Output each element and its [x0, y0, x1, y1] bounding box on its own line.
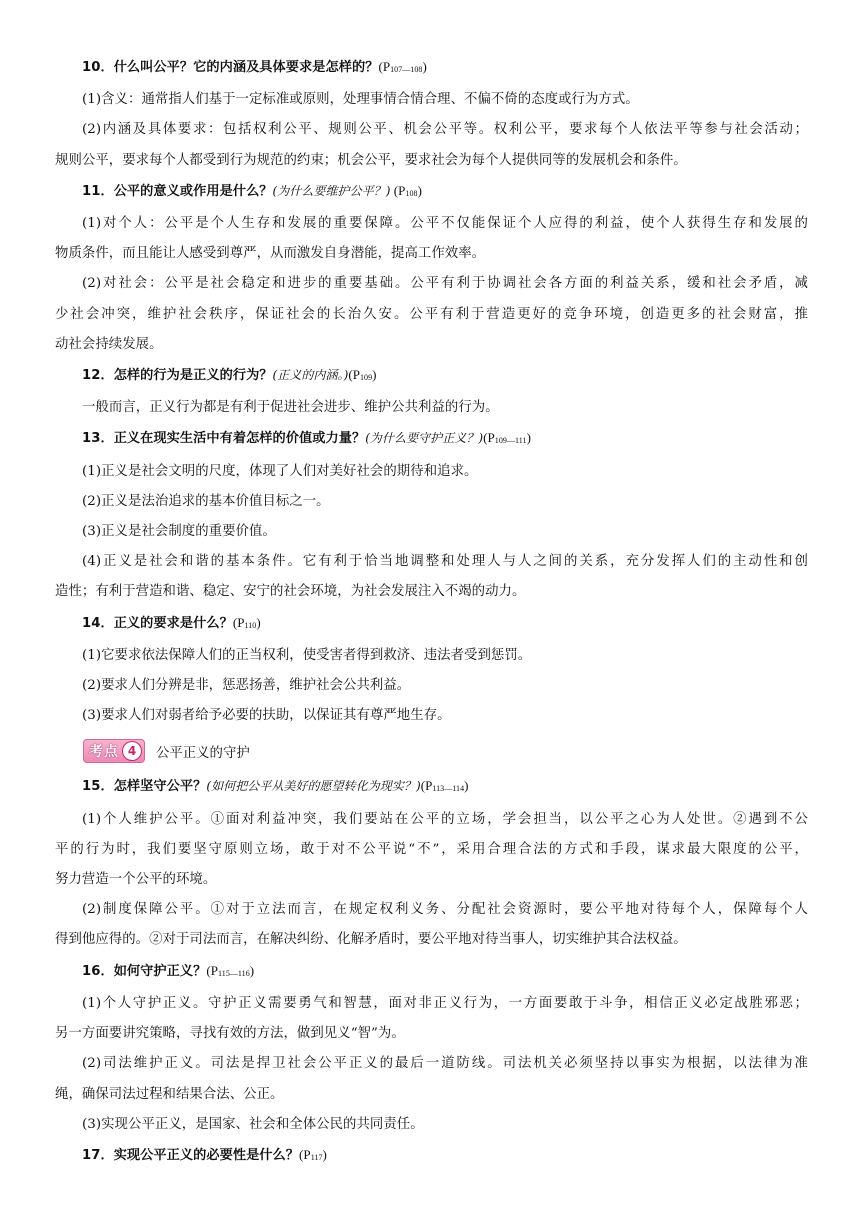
answer-11-1: (1)对个人：公平是个人生存和发展的重要保障。公平不仅能保证个人应得的利益，使个人获得生存和发展的	[82, 216, 808, 232]
answer-10-2: (2)内涵及具体要求：包括权利公平、规则公平、机会公平等。权利公平，要求每个人依法平等参与社会活动；	[82, 122, 808, 138]
answer-14-2: (2)要求人们分辨是非，惩恶扬善，维护社会公共利益。	[82, 678, 411, 694]
answer-13-3: (3)正义是社会制度的重要价值。	[82, 524, 276, 540]
page-ref: $(P_{108})$	[390, 182, 422, 198]
answer-12: 一般而言，正义行为都是有利于促进社会进步、维护公共利益的行为。	[82, 400, 499, 416]
answer-15-2: (2)制度保障公平。①对于立法而言，在规定权利义务、分配社会资源时，要公平地对待每个人，保障每个人	[82, 902, 808, 918]
page-ref: $(P_{117})$	[299, 1146, 327, 1162]
question-11: 11．公平的意义或作用是什么？(为什么要维护公平？) $(P_{108})$	[82, 182, 422, 199]
page-ref: $(P_{115—116})$	[206, 962, 255, 978]
answer-15-1: (1)个人维护公平。①面对利益冲突，我们要站在公平的立场，学会担当，以公平之心为人处世。②遇到不公	[82, 811, 808, 827]
answer-16-2-cont: 绳，确保司法过程和结果合法、公正。	[55, 1086, 284, 1102]
page-ref: $(P_{113—114})$	[420, 778, 469, 794]
question-16: 16．如何守护正义？$(P_{115—116})$	[82, 962, 255, 979]
answer-11-1-cont: 物质条件，而且能让人感受到尊严，从而激发自身潜能，提高工作效率。	[55, 246, 486, 262]
badge-number: 4	[122, 741, 142, 761]
question-14: 14．正义的要求是什么？$(P_{110})$	[82, 614, 261, 631]
section-heading	[55, 731, 808, 771]
answer-15-1-cont: 平的行为时，我们要坚守原则立场，敢于对不公平说“不”，采用合理合法的方式和手段，谋求最大限度的公平，	[55, 841, 808, 857]
section-title: 公平正义的守护	[156, 745, 250, 761]
answer-13-1: (1)正义是社会文明的尺度，体现了人们对美好社会的期待和追求。	[82, 463, 478, 479]
page-ref: $(P_{109})$	[348, 367, 377, 383]
question-13: 13．正义在现实生活中有着怎样的价值或力量？(为什么要守护正义？)$(P_{109—111})$	[82, 430, 531, 447]
page-ref: $(P_{107—108})$	[378, 59, 427, 74]
answer-11-2-cont: 少社会冲突，维护社会秩序，保证社会的长治久安。公平有利于营造更好的竞争环境，创造更多的社会财富，推	[55, 306, 808, 322]
answer-13-2: (2)正义是法治追求的基本价值目标之一。	[82, 493, 330, 509]
answer-13-4: (4)正义是社会和谐的基本条件。它有利于恰当地调整和处理人与人之间的关系，充分发挥人们的主动性和创	[82, 554, 808, 570]
page-ref: $(P_{110})$	[232, 614, 261, 630]
answer-11-2-end: 动社会持续发展。	[55, 336, 163, 352]
question-15: 15．怎样坚守公平？(如何把公平从美好的愿望转化为现实？)$(P_{113—114})$	[82, 778, 469, 795]
page-ref: $(P_{109—111})$	[483, 430, 531, 446]
answer-16-2: (2)司法维护正义。司法是捍卫社会公平正义的最后一道防线。司法机关必须坚持以事实为根据，以法律为准	[82, 1056, 808, 1072]
answer-14-1: (1)它要求依法保障人们的正当权利，使受害者得到救济、违法者受到惩罚。	[82, 647, 532, 663]
answer-16-3: (3)实现公平正义，是国家、社会和全体公民的共同责任。	[82, 1116, 424, 1132]
answer-11-2: (2)对社会：公平是社会稳定和进步的重要基础。公平有利于协调社会各方面的利益关系，缓和社会矛盾，减	[82, 276, 808, 292]
question-17: 17．实现公平正义的必要性是什么？$(P_{117})$	[82, 1146, 327, 1163]
question-12: 12．怎样的行为是正义的行为？(正义的内涵。)$(P_{109})$	[82, 367, 377, 384]
answer-13-4-cont: 造性；有利于营造和谐、稳定、安宁的社会环境，为社会发展注入不竭的动力。	[55, 584, 526, 600]
answer-15-2-cont: 得到他应得的。②对于司法而言，在解决纠纷、化解矛盾时，要公平地对待当事人，切实维护其合法权益。	[55, 932, 687, 948]
answer-15-1-end: 努力营造一个公平的环境。	[55, 872, 217, 888]
answer-16-1: (1)个人守护正义。守护正义需要勇气和智慧，面对非正义行为，一方面要敢于斗争，相信正义必定战胜邪恶；	[82, 995, 808, 1011]
answer-16-1-cont: 另一方面要讲究策略，寻找有效的方法，做到见义“智”为。	[55, 1026, 405, 1042]
document-page	[55, 52, 808, 1173]
answer-14-3: (3)要求人们对弱者给予必要的扶助，以保证其有尊严地生存。	[82, 708, 451, 724]
kaodian-badge: 考点 4	[83, 739, 145, 763]
answer-10-2-cont: 规则公平，要求每个人都受到行为规范的约束；机会公平，要求社会为每个人提供同等的发展机会和条件。	[55, 152, 687, 168]
answer-10-1: (1)含义：通常指人们基于一定标准或原则，处理事情合情合理、不偏不倚的态度或行为方式。	[82, 92, 639, 108]
question-10: 10．什么叫公平？它的内涵及具体要求是怎样的？$(P_{107—108})$	[82, 59, 427, 75]
